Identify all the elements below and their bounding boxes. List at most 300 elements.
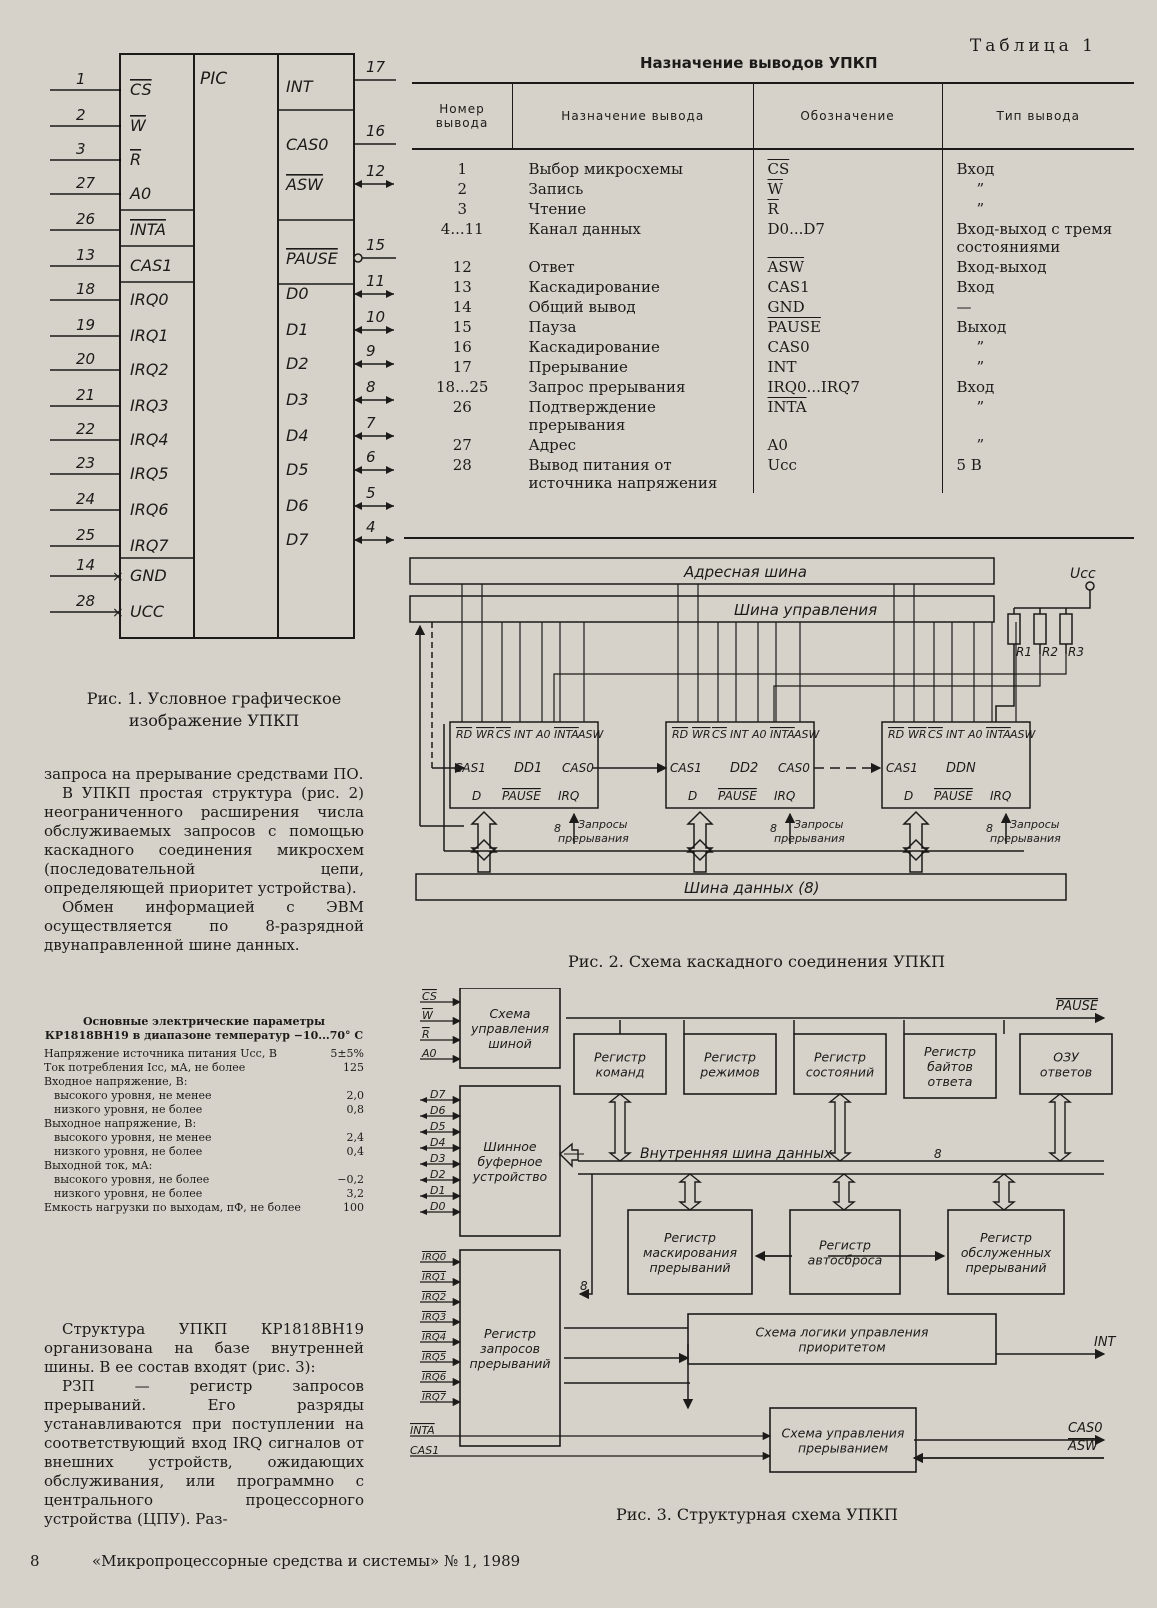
bus-width-label: 8 (986, 822, 993, 835)
resistor (1034, 608, 1058, 659)
table-cell-symbol: A0 (753, 435, 942, 455)
parameter-value: 100 (343, 1201, 364, 1214)
irq-requests-label: Запросы (1010, 818, 1060, 831)
table-row (412, 297, 1134, 317)
pin-number: 1 (76, 70, 86, 88)
data-pin-label: D2 (430, 1168, 446, 1181)
pin-number: 22 (76, 420, 96, 438)
parameter-label: низкого уровня, не более (54, 1103, 203, 1116)
irq-pin-label: IRQ6 (422, 1372, 447, 1383)
pin-label: D0 (286, 284, 309, 303)
figure-3-caption: Рис. 3. Структурная схема УПКП (616, 1505, 898, 1524)
table-cell-num: 2 (457, 180, 468, 198)
table-cell-num: 17 (452, 358, 472, 376)
table-cell-type: 5 В (942, 455, 1134, 493)
parameter-value: 5±5% (330, 1047, 364, 1060)
pin-label: D1 (286, 320, 309, 339)
table-row (412, 337, 1134, 357)
bus-arrow (610, 1094, 630, 1161)
chip-pin-label: INT (946, 728, 965, 741)
table-header-name: Назначение вывода (513, 83, 754, 149)
table-cell-name: Канал данных (528, 220, 641, 238)
cas0-label: CAS0 (778, 761, 810, 775)
table-cell-num: 16 (452, 338, 472, 356)
parameter-value: 125 (343, 1061, 364, 1074)
bus-arrow (1050, 1094, 1070, 1161)
electrical-parameters (44, 1015, 364, 1215)
resistor-label: R3 (1068, 645, 1084, 659)
pin-label: IRQ0 (130, 290, 169, 309)
parameter-row (44, 1201, 364, 1215)
chip-pin (286, 58, 396, 96)
chip-pin (50, 526, 169, 555)
irq-label: IRQ (558, 789, 580, 803)
irq-label: IRQ (990, 789, 1012, 803)
cas1-input-label: CAS1 (410, 1444, 440, 1457)
table-row (412, 435, 1134, 455)
bus-width-label: 8 (554, 822, 561, 835)
table-row (412, 179, 1134, 199)
irq-requests-label: прерывания (774, 832, 845, 845)
no-connect-mark: × (112, 569, 124, 585)
pin-number: 18 (76, 280, 96, 298)
irq-bus-width-label: 8 (580, 1279, 588, 1293)
chip-pin-label: A0 (536, 728, 551, 741)
pin-number: 9 (366, 342, 376, 360)
chip-pin (50, 386, 169, 415)
page-number: 8 (30, 1552, 40, 1570)
chip-pin (50, 420, 169, 449)
block-label: байтов (927, 1059, 973, 1074)
chip-pin (50, 140, 141, 169)
chip-pin (50, 350, 169, 379)
parameter-value (328, 1159, 364, 1173)
irq-pin-label: IRQ7 (422, 1392, 447, 1403)
block-label: запросов (480, 1341, 540, 1356)
pin-number: 16 (366, 122, 386, 140)
table-cell-type: ” (942, 179, 1134, 199)
bus-width-label: 8 (934, 1147, 942, 1161)
block-label: управления (470, 1021, 550, 1036)
interrupt-control-block (770, 1408, 916, 1472)
control-input-label: R (422, 1028, 430, 1041)
table-row (412, 277, 1134, 297)
table-cell-type: ” (942, 199, 1134, 219)
chip-pin (50, 592, 165, 621)
table-row (412, 199, 1134, 219)
mode-register-block (684, 1034, 776, 1094)
table-cell-type: ” (942, 357, 1134, 377)
cascade-chip (450, 584, 629, 872)
pin-label: IRQ3 (130, 396, 169, 415)
chip-pin-label: RD (456, 728, 473, 741)
table-cell-num: 15 (452, 318, 472, 336)
figure-3-block-diagram (404, 988, 1120, 1488)
pin-label: D3 (286, 390, 309, 409)
block-label: Регистр (483, 1326, 537, 1341)
priority-logic-block (688, 1314, 996, 1364)
chip-label: PIC (200, 69, 228, 89)
irq-pin-label: IRQ5 (422, 1352, 447, 1363)
pin-label: CAS0 (286, 135, 329, 154)
table-cell-name: Адрес (528, 436, 576, 454)
chip-pin-label: INT (730, 728, 749, 741)
data-pin-label: D1 (430, 1184, 446, 1197)
paragraph: Обмен информацией с ЭВМ осуществляется по 8-разрядной двунаправленной шине данных. (44, 898, 364, 954)
autoreset-register-block (790, 1210, 900, 1294)
pin-label: CAS1 (130, 256, 173, 275)
table-row (412, 455, 1134, 493)
table-cell-name: Ответ (528, 258, 575, 276)
mask-register-block (628, 1210, 752, 1294)
pin-number: 3 (76, 140, 86, 158)
table-cell-type: Выход (942, 317, 1134, 337)
pin-table (412, 82, 1134, 493)
irq-pin-label: IRQ3 (422, 1312, 447, 1323)
data-pin-label: D7 (430, 1088, 446, 1101)
parameter-label: Выходной ток, мА: (44, 1159, 153, 1172)
parameter-value (328, 1075, 364, 1089)
table-cell-type: Вход (942, 377, 1134, 397)
chip-pin-label: RD (888, 728, 905, 741)
pin-number: 5 (366, 484, 376, 502)
parameter-value: −0,2 (337, 1173, 364, 1186)
parameter-row (44, 1145, 364, 1159)
pin-label: IRQ5 (130, 464, 169, 483)
table-row (412, 257, 1134, 277)
pin-label: IRQ2 (130, 360, 169, 379)
pin-number: 12 (366, 162, 386, 180)
control-bus-label: Шина управления (734, 601, 878, 619)
pin-number: 24 (76, 490, 96, 508)
chip-pin-label: CS (712, 728, 727, 741)
table-cell-num: 1 (457, 160, 468, 178)
table-cell-num: 12 (452, 258, 472, 276)
pause-label: PAUSE (718, 789, 757, 803)
chip-pin-label: WR (908, 728, 927, 741)
pin-label: GND (130, 566, 167, 585)
block-label: Регистр (813, 1049, 867, 1065)
cas1-label: CAS1 (886, 761, 918, 775)
block-label: команд (595, 1064, 645, 1080)
body-text-column-2 (44, 1320, 364, 1529)
parameter-row (44, 1159, 364, 1173)
parameter-label: низкого уровня, не более (54, 1187, 203, 1200)
data-bus-label: Шина данных (8) (684, 879, 820, 897)
table-cell-name: Прерывание (528, 358, 628, 376)
parameter-row (44, 1117, 364, 1131)
table-cell-name: Выбор микросхемы (528, 160, 683, 178)
block-label: приоритетом (798, 1339, 886, 1355)
asw-output-label: ASW (1068, 1439, 1098, 1454)
data-pin-label: D4 (430, 1136, 446, 1149)
table-cell-type: Вход-выход с тремя состояниями (942, 219, 1134, 257)
block-label: Регистр (593, 1049, 647, 1065)
pin-number: 17 (366, 58, 386, 76)
status-register-block (794, 1034, 886, 1094)
resistor (1008, 608, 1032, 659)
chip-pin (285, 162, 394, 194)
chip-pin (50, 106, 147, 135)
parameter-row (44, 1131, 364, 1145)
parameter-value: 2,0 (346, 1089, 364, 1102)
table-cell-symbol: Ucc (753, 455, 942, 493)
table-cell-name: Каскадирование (528, 338, 660, 356)
chip-pin-label: CS (496, 728, 511, 741)
chip-pin (286, 414, 394, 445)
pin-label: D6 (286, 496, 309, 515)
pin-label: D2 (286, 354, 309, 373)
block-label: Схема логики управления (755, 1324, 929, 1340)
paragraph: РЗП — регистр запросов прерываний. Его разряды устанавливаются при поступлении на соответствующий вход IRQ сигналов от внешних устройств, ожидающих обслуживания, или программно с центрального процессорного устройства (ЦПУ). Раз- (44, 1377, 364, 1528)
table-cell-num: 14 (452, 298, 472, 316)
internal-bus-label: Внутренняя шина данных (640, 1146, 833, 1162)
response-ram-block (1020, 1034, 1112, 1094)
table-cell-type: ” (942, 435, 1134, 455)
pin-number: 19 (76, 316, 96, 334)
table-cell-symbol: D0...D7 (753, 219, 942, 257)
bus-arrow (834, 1174, 854, 1210)
pin-label: D7 (286, 530, 309, 549)
pin-number: 13 (76, 246, 96, 264)
parameter-row (44, 1089, 364, 1103)
served-register-block (948, 1210, 1064, 1294)
pin-label: INTA (130, 220, 166, 239)
parameter-label: Ток потребления Icc, мА, не более (44, 1061, 246, 1074)
chip-pin-label: INTA (986, 728, 1011, 741)
chip-pin-label: WR (476, 728, 495, 741)
block-label: Регистр (663, 1230, 717, 1245)
chip-pin (50, 174, 151, 203)
pin-number: 6 (366, 448, 376, 466)
pin-label: IRQ7 (130, 536, 169, 555)
chip-pin-label: CS (928, 728, 943, 741)
cas0-label: CAS0 (562, 761, 594, 775)
figure-2-caption: Рис. 2. Схема каскадного соединения УПКП (568, 952, 946, 971)
irq-requests-label: Запросы (578, 818, 628, 831)
inta-input-label: INTA (410, 1424, 435, 1437)
table-cell-symbol: $\overline{CS}$ (753, 149, 942, 179)
chip-pin-label: ASW (794, 728, 820, 741)
table-cell-name: Подтверждение прерывания (528, 398, 656, 434)
block-label: Регистр (703, 1049, 757, 1065)
pin-number: 2 (76, 106, 86, 124)
parameter-value (328, 1117, 364, 1131)
table-cell-symbol: PAUSE (753, 317, 942, 337)
figure-1-chip-symbol (30, 44, 400, 664)
table-header-num: Номер вывода (412, 83, 513, 149)
table-cell-symbol: $\overline{W}$ (753, 179, 942, 199)
irq-pin-label: IRQ4 (422, 1332, 447, 1343)
irq-register-block (460, 1250, 560, 1446)
table-cell-num: 13 (452, 278, 472, 296)
figure-1-caption: Рис. 1. Условное графическое изображение УПКП (86, 689, 342, 730)
pause-label: PAUSE (502, 789, 541, 803)
block-label: прерываний (649, 1260, 731, 1275)
chip-designator: DD1 (514, 761, 543, 776)
resistor-label: R1 (1016, 645, 1032, 659)
irq-label: IRQ (774, 789, 796, 803)
chip-pin-label: ASW (578, 728, 604, 741)
block-label: состояний (805, 1064, 875, 1080)
chip-pin-label: RD (672, 728, 689, 741)
table-header-symbol: Обозначение (753, 83, 942, 149)
pin-label: ASW (286, 175, 323, 194)
table-cell-name: Пауза (528, 318, 577, 336)
figure-2-cascade-diagram (404, 556, 1120, 928)
chip-pin (50, 490, 169, 519)
chip-pin-label: WR (692, 728, 711, 741)
table-cell-symbol: IRQ0...IRQ7 (753, 377, 942, 397)
chip-pin-label: INTA (770, 728, 795, 741)
table-cell-num: 27 (452, 436, 472, 454)
table-cell-num: 18...25 (436, 378, 489, 396)
table-cell-symbol: INTA (753, 397, 942, 435)
response-register-block (904, 1034, 996, 1098)
parameter-row (44, 1061, 364, 1075)
block-label: обслуженных (960, 1245, 1052, 1260)
table-row (412, 149, 1134, 179)
block-label: Регистр (923, 1044, 977, 1059)
table-cell-num: 4...11 (440, 220, 484, 238)
data-pin-label: D6 (430, 1104, 446, 1117)
pin-label: W (130, 116, 146, 135)
data-pin-label: D3 (430, 1152, 446, 1165)
parameters-title: Основные электрические параметры КР1818ВН19 в диапазоне температур −10...70° С (44, 1015, 364, 1042)
pin-label: IRQ6 (130, 500, 169, 519)
bus-arrow (680, 1174, 700, 1210)
pin-number: 14 (76, 556, 96, 574)
parameter-row (44, 1173, 364, 1187)
cas0-output-label: CAS0 (1068, 1421, 1103, 1436)
table-cell-num: 26 (452, 398, 472, 416)
table-cell-symbol: INT (753, 357, 942, 377)
bus-buffer-block (460, 1086, 560, 1236)
chip-pin (50, 280, 169, 309)
chip-pin (286, 236, 396, 268)
parameter-row (44, 1187, 364, 1201)
data-pin-label: D0 (430, 1200, 446, 1213)
chip-pin (50, 210, 166, 239)
pin-label: IRQ4 (130, 430, 169, 449)
table-row (412, 219, 1134, 257)
table-cell-name: Каскадирование (528, 278, 660, 296)
block-label: автосброса (807, 1252, 883, 1268)
parameter-row (44, 1075, 364, 1089)
no-connect-mark: × (112, 605, 124, 621)
table-label: Таблица 1 (969, 36, 1097, 56)
bus-width-label: 8 (770, 822, 777, 835)
table-cell-symbol: CAS1 (753, 277, 942, 297)
pin-number: 27 (76, 174, 96, 192)
table-header-type: Тип вывода (942, 83, 1134, 149)
chip-pin (286, 122, 396, 154)
table-cell-type: Вход-выход (942, 257, 1134, 277)
pin-number: 8 (366, 378, 376, 396)
block-label: ОЗУ (1053, 1049, 1079, 1065)
int-output-label: INT (1094, 1335, 1116, 1350)
irq-requests-label: прерывания (558, 832, 629, 845)
parameter-label: высокого уровня, не менее (54, 1131, 212, 1144)
bus-arrow (830, 1094, 850, 1161)
chip-pin (50, 556, 167, 585)
table-bottom-rule (404, 537, 1134, 539)
bus-arrow (994, 1174, 1014, 1210)
block-label: ответов (1039, 1064, 1093, 1080)
block-label: Шинное (483, 1139, 537, 1154)
chip-pin-label: INTA (554, 728, 579, 741)
body-text-column-1 (44, 765, 364, 955)
control-input-label: CS (422, 990, 437, 1003)
parameter-value: 2,4 (346, 1131, 364, 1144)
control-input-label: W (422, 1009, 433, 1022)
parameter-row (44, 1103, 364, 1117)
cas1-label: CAS1 (670, 761, 702, 775)
chip-designator: DD2 (730, 761, 759, 776)
pin-label: R (130, 150, 142, 169)
pause-label: PAUSE (934, 789, 973, 803)
table-cell-type: ” (942, 337, 1134, 357)
table-row (412, 357, 1134, 377)
table-caption: Назначение выводов УПКП (640, 54, 878, 72)
block-label: Схема (489, 1006, 531, 1021)
irq-pin-label: IRQ1 (422, 1272, 447, 1283)
table-row (412, 377, 1134, 397)
address-bus-label: Адресная шина (684, 563, 807, 581)
pin-number: 11 (366, 272, 386, 290)
pin-number: 7 (366, 414, 376, 432)
pin-number: 23 (76, 454, 96, 472)
table-cell-symbol: $\overline{R}$ (753, 199, 942, 219)
parameter-label: высокого уровня, не менее (54, 1089, 212, 1102)
parameter-label: высокого уровня, не более (54, 1173, 210, 1186)
chip-pin-label: ASW (1010, 728, 1036, 741)
table-cell-num: 28 (452, 456, 472, 474)
chip-pin (50, 70, 152, 99)
bus-control-block (460, 988, 560, 1068)
block-label: прерываний (469, 1356, 551, 1371)
resistor-label: R2 (1042, 645, 1058, 659)
block-label: ответа (927, 1074, 973, 1089)
parameter-label: Входное напряжение, В: (44, 1075, 188, 1088)
table-cell-type: Вход (942, 277, 1134, 297)
table-cell-name: Запись (528, 180, 584, 198)
paragraph: запроса на прерывание средствами ПО. (44, 765, 364, 783)
paragraph: В УПКП простая структура (рис. 2) неограниченного расширения числа обслуживаемых запросов с помощью каскадного соединения микросхем (последовательной цепи, определяющей приоритет устройства). (44, 784, 364, 897)
pin-label: INT (286, 77, 313, 96)
pin-label: CS (130, 80, 152, 99)
ucc-label: Ucc (1070, 566, 1096, 582)
d-label: D (472, 789, 482, 803)
table-cell-type: Вход (942, 149, 1134, 179)
command-register-block (574, 1034, 666, 1094)
table-cell-name: Запрос прерывания (528, 378, 686, 396)
chip-pin (50, 454, 169, 483)
pin-label: UCC (130, 602, 165, 621)
chip-pin (286, 308, 394, 339)
block-label: маскирования (642, 1245, 738, 1260)
table-cell-symbol: GND (753, 297, 942, 317)
d-label: D (688, 789, 698, 803)
table-cell-type: — (942, 297, 1134, 317)
parameter-value: 0,8 (346, 1103, 364, 1116)
pin-number: 28 (76, 592, 96, 610)
block-label: Регистр (818, 1237, 872, 1253)
journal-footer: «Микропроцессорные средства и системы» № 1, 1989 (92, 1552, 521, 1570)
table-cell-name: Общий вывод (528, 298, 636, 316)
pin-label: A0 (130, 184, 152, 203)
pin-number: 21 (76, 386, 96, 404)
